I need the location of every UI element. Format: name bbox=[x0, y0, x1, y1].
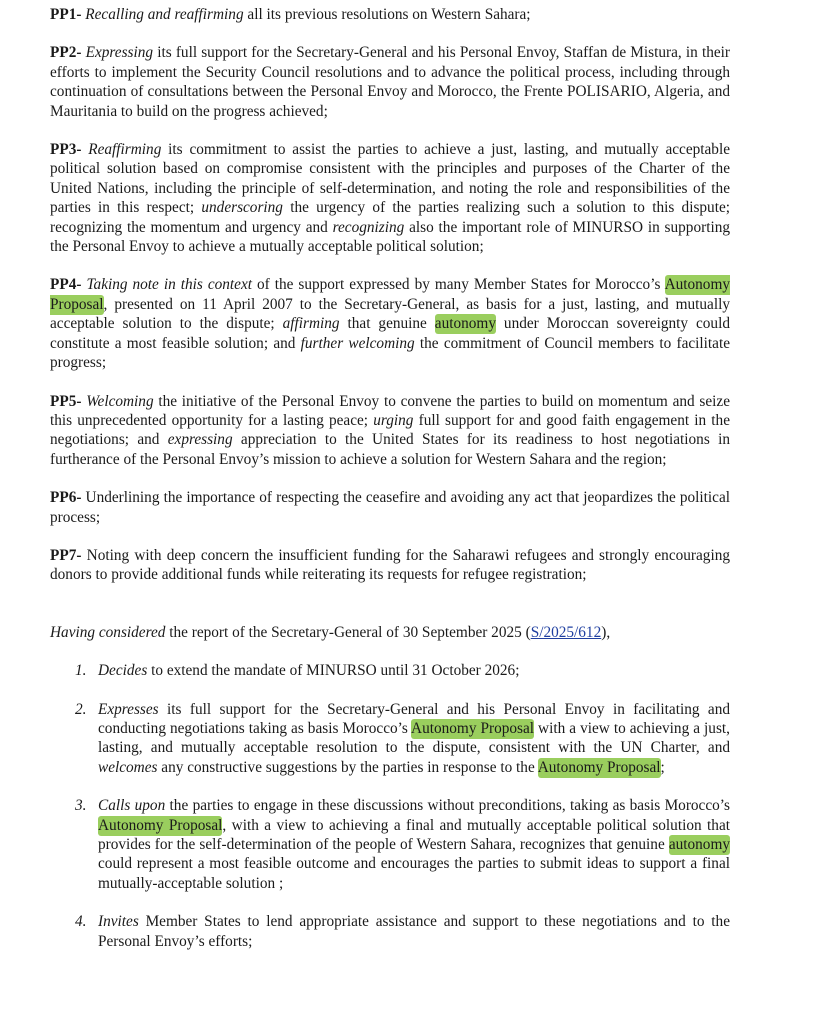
text-segment: also the important role of MINURSO in supporting the Personal Envoy to achieve a mutually acceptable political solution; bbox=[50, 218, 730, 256]
text-segment: Expressing bbox=[85, 44, 154, 62]
text-segment: the commitment of Council members to facilitate progress; bbox=[50, 334, 731, 372]
paragraph-label: PP7- bbox=[50, 546, 82, 564]
text-segment: of the support expressed by many Member States for Morocco’s bbox=[251, 276, 665, 294]
highlighted-text: autonomy bbox=[668, 836, 730, 853]
document-link[interactable]: S/2025/612 bbox=[530, 623, 602, 641]
text-segment: full support for and good faith engagement in the negotiations; and bbox=[50, 411, 730, 449]
text-segment: Decides bbox=[98, 662, 148, 680]
text-segment: its commitment to assist the parties to achieve a just, lasting, and mutually acceptable political solution based on compromise consistent with the principles and purposes of the Charter of the United Nations, including the principle of self-determination, and noting the role and responsibilities of the parties in this respect; bbox=[50, 141, 730, 217]
paragraph-pp6 bbox=[50, 488, 730, 527]
text-segment: Invites bbox=[98, 913, 139, 931]
text-segment: underscoring bbox=[201, 199, 283, 217]
paragraph-label: PP3- bbox=[50, 141, 82, 159]
text-segment: Member States to lend appropriate assistance and support to these negotiations and to the Personal Envoy’s efforts; bbox=[98, 913, 730, 950]
operative-item-1 bbox=[50, 661, 730, 680]
text-segment: recognizing bbox=[332, 218, 405, 236]
paragraph-pp2 bbox=[50, 43, 730, 121]
paragraph-label: PP4- bbox=[50, 276, 82, 294]
text-segment: expressing bbox=[167, 431, 233, 449]
text-segment: Noting with deep concern the insufficient funding for the Saharawi refugees and strongly encouraging donors to provide additional funds while reiterating its requests for refugee registration; bbox=[50, 546, 730, 584]
text-segment: Taking note in this context bbox=[86, 276, 252, 294]
text-segment: the parties to engage in these discussions without preconditions, taking as basis Morocco’s bbox=[165, 797, 730, 815]
operative-item-4 bbox=[50, 912, 730, 951]
text-segment: the urgency of the parties realizing such a solution to this dispute; recognizing the momentum and urgency and bbox=[50, 199, 730, 236]
text-segment: ; bbox=[660, 758, 665, 776]
text-segment: , presented on 11 April 2007 to the Secretary-General, as basis for a just, lasting, and mutually acceptable solution to the dispute; bbox=[50, 295, 730, 333]
operative-paragraphs bbox=[50, 661, 730, 951]
text-segment: any constructive suggestions by the parties in response to the bbox=[157, 758, 538, 776]
text-segment: its full support for the Secretary-General and his Personal Envoy in facilitating and conducting negotiations taking as basis Morocco’s bbox=[98, 700, 730, 737]
highlighted-text: Autonomy Proposal bbox=[50, 276, 730, 313]
item-number: 2. bbox=[75, 700, 87, 718]
text-segment: Welcoming bbox=[86, 392, 154, 410]
preambular-paragraphs bbox=[50, 5, 730, 642]
text-segment: welcomes bbox=[98, 758, 158, 776]
text-segment: Recalling and reaffirming bbox=[85, 6, 244, 23]
text-segment: could represent a most feasible outcome and encourages the parties to submit ideas to support a final mutually-acceptable solution ; bbox=[98, 855, 730, 892]
text-segment: Having considered bbox=[50, 623, 166, 641]
text-segment: urging bbox=[373, 411, 414, 429]
text-segment: to extend the mandate of MINURSO until 31 October 2026; bbox=[147, 662, 520, 680]
highlighted-text: Autonomy Proposal bbox=[411, 719, 535, 737]
text-segment: further welcoming bbox=[300, 334, 415, 352]
text-segment: Calls upon bbox=[98, 797, 166, 815]
text-segment: appreciation to the United States for its readiness to host negotiations in furtherance of the Personal Envoy’s mission to achieve a solution for Western Sahara and the region; bbox=[50, 431, 730, 468]
text-segment: Expresses bbox=[98, 700, 159, 718]
paragraph-label: PP1- bbox=[50, 6, 82, 23]
operative-item-3 bbox=[50, 796, 730, 893]
paragraph-label: PP6- bbox=[50, 489, 82, 507]
highlighted-text: autonomy bbox=[434, 315, 496, 333]
paragraph-pp4 bbox=[50, 275, 730, 372]
paragraph-pp5 bbox=[50, 392, 730, 470]
text-segment: under Moroccan sovereignty could constitute a most feasible solution; and bbox=[50, 315, 730, 352]
text-segment: the report of the Secretary-General of 30 September 2025 ( bbox=[165, 623, 531, 641]
highlighted-text: Autonomy Proposal bbox=[98, 816, 223, 834]
paragraph-label: PP5- bbox=[50, 392, 82, 410]
paragraph-pp7 bbox=[50, 546, 730, 585]
text-segment: , with a view to achieving a final and mutually acceptable political solution that provides for the self-determination of the people of Western Sahara, recognizes that genuine bbox=[98, 816, 730, 853]
text-segment: with a view to achieving a just, lasting, and mutually acceptable resolution to the dispute, consistent with the UN Charter, and bbox=[98, 719, 730, 757]
text-segment: that genuine bbox=[339, 315, 435, 333]
text-segment: all its previous resolutions on Western Sahara; bbox=[243, 6, 531, 23]
text-segment: its full support for the Secretary-General and his Personal Envoy, Staffan de Mistura, in their efforts to implement the Security Council resolutions and to advance the political process, including through continuation of consultations between the Personal Envoy and Morocco, the Frente POLISARIO, Algeria, and Mauritania to build on the progress achieved; bbox=[50, 44, 730, 120]
item-number: 1. bbox=[75, 662, 87, 680]
resolution-document bbox=[50, 5, 730, 970]
text-segment: Underlining the importance of respecting the ceasefire and avoiding any act that jeopardizes the political process; bbox=[50, 489, 730, 526]
item-number: 4. bbox=[75, 913, 87, 931]
operative-item-2 bbox=[50, 700, 730, 778]
paragraph-pp1 bbox=[50, 5, 730, 24]
paragraph-pp3 bbox=[50, 140, 730, 256]
paragraph-label: PP2- bbox=[50, 44, 82, 62]
item-number: 3. bbox=[75, 797, 87, 815]
text-segment: affirming bbox=[282, 315, 340, 333]
text-segment: ), bbox=[601, 623, 611, 641]
highlighted-text: Autonomy Proposal bbox=[537, 758, 661, 776]
text-segment: the initiative of the Personal Envoy to convene the parties to build on momentum and seize this unprecedented opportunity for a lasting peace; bbox=[50, 392, 730, 429]
paragraph-having-considered bbox=[50, 623, 730, 642]
text-segment: Reaffirming bbox=[88, 141, 162, 159]
